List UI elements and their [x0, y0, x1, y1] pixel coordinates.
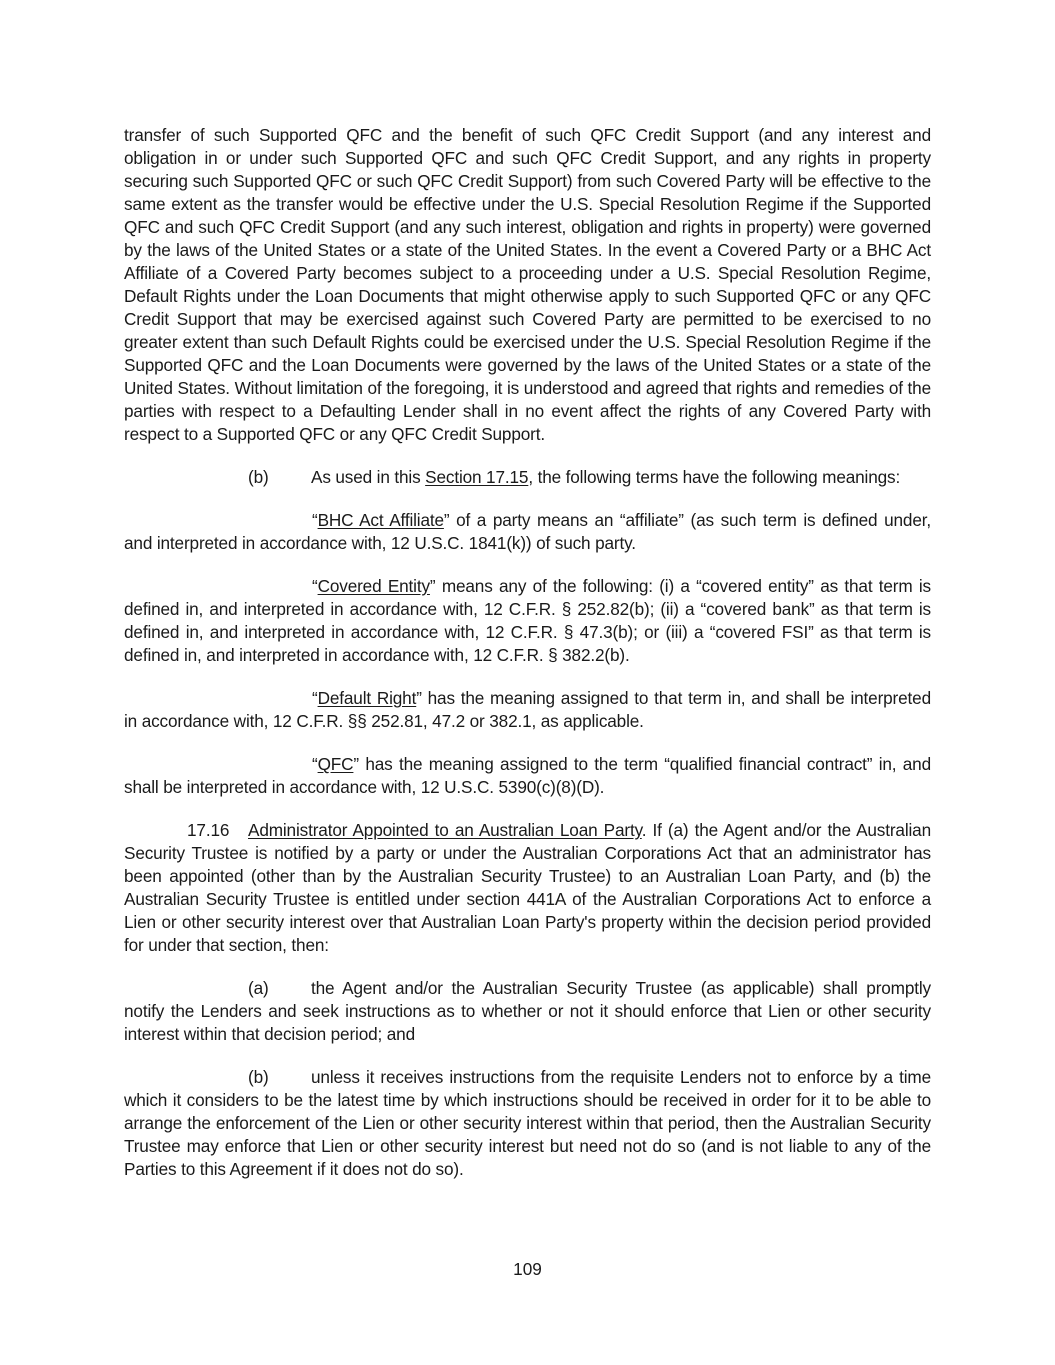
section-title: Administrator Appointed to an Australian Loan Party: [248, 820, 642, 840]
defined-term: Covered Entity: [317, 576, 430, 596]
paragraph-b-definitions-intro: (b) As used in this Section 17.15, the following terms have the following meanings:: [248, 467, 901, 487]
subclause-b: (b) unless it receives instructions from the requisite Lenders not to enforce by a time which it considers to be the latest time by which instructions should be received in order for it to be able to arrange the enforcement of the Lien or other security interest within that period, then the Australian Security Trustee may enforce that Lien or other security interest but need not do so (and is not liable to any of the Parties to this Agreement if it does not do so).: [124, 1067, 931, 1179]
clause-label-b: (b): [248, 467, 269, 487]
definition-qfc: “QFC” has the meaning assigned to the term “qualified financial contract” in, and shall be interpreted in accordance with, 12 U.S.C. 5390(c)(8)(D).: [124, 754, 931, 797]
definition-bhc-act-affiliate: “BHC Act Affiliate” of a party means an “affiliate” (as such term is defined under, and interpreted in accordance with, 12 U.S.C. 1841(k)) of such party.: [124, 510, 931, 553]
subclause-a: (a) the Agent and/or the Australian Security Trustee (as applicable) shall promptly notify the Lenders and seek instructions as to whether or not it should enforce that Lien or other security interest within that decision period; and: [124, 978, 931, 1044]
document-page: [124, 124, 931, 1181]
clause-label-b2: (b): [248, 1067, 269, 1087]
paragraph-qfc-transfer: transfer of such Supported QFC and the benefit of such QFC Credit Support (and any interest and obligation in or under such Supported QFC and such QFC Credit Support, and any rights in property securing such Supported QFC or such QFC Credit Support) from such Covered Party will be effective to the same extent as the transfer would be effective under the U.S. Special Resolution Regime if the Supported QFC and such QFC Credit Support (and any such interest, obligation and rights in property) were governed by the laws of the United States or a state of the United States. In the event a Covered Party or a BHC Act Affiliate of a Covered Party becomes subject to a proceeding under a U.S. Special Resolution Regime, Default Rights under the Loan Documents that might otherwise apply to such Supported QFC or any QFC Credit Support that may be exercised against such Covered Party are permitted to be exercised to no greater extent than such Default Rights could be exercised under the U.S. Special Resolution Regime if the Supported QFC and the Loan Documents were governed by the laws of the United States or a state of the United States. Without limitation of the foregoing, it is understood and agreed that rights and remedies of the parties with respect to a Defaulting Lender shall in no event affect the rights of any Covered Party with respect to a Supported QFC or any QFC Credit Support.: [124, 125, 931, 444]
page-number: 109: [513, 1259, 542, 1279]
defined-term: Default Right: [317, 688, 417, 708]
clause-label-a: (a): [248, 978, 269, 998]
defined-term: QFC: [317, 754, 354, 774]
definition-covered-entity: “Covered Entity” means any of the following: (i) a “covered entity” as that term is defined in, and interpreted in accordance with, 12 C.F.R. § 252.82(b); (ii) a “covered bank” as that term is defined in, and interpreted in accordance with, 12 C.F.R. § 47.3(b); or (iii) a “covered FSI” as that term is defined in, and interpreted in accordance with, 12 C.F.R. § 382.2(b).: [124, 576, 931, 665]
section-reference: Section 17.15: [425, 467, 529, 487]
section-17-16: 17.16 Administrator Appointed to an Australian Loan Party. If (a) the Agent and/or the Australian Security Trustee is notified by a party or under the Australian Corporations Act that an administrator has been appointed (other than by the Australian Security Trustee) to an Australian Loan Party, and (b) the Australian Security Trustee is entitled under section 441A of the Australian Corporations Act to enforce a Lien or other security interest over that Australian Loan Party's property within the decision period provided for under that section, then:: [124, 820, 932, 955]
defined-term: BHC Act Affiliate: [317, 510, 444, 530]
definition-default-right: “Default Right” has the meaning assigned to that term in, and shall be interpreted in accordance with, 12 C.F.R. §§ 252.81, 47.2 or 382.1, as applicable.: [124, 688, 931, 731]
section-number: 17.16: [187, 820, 230, 840]
